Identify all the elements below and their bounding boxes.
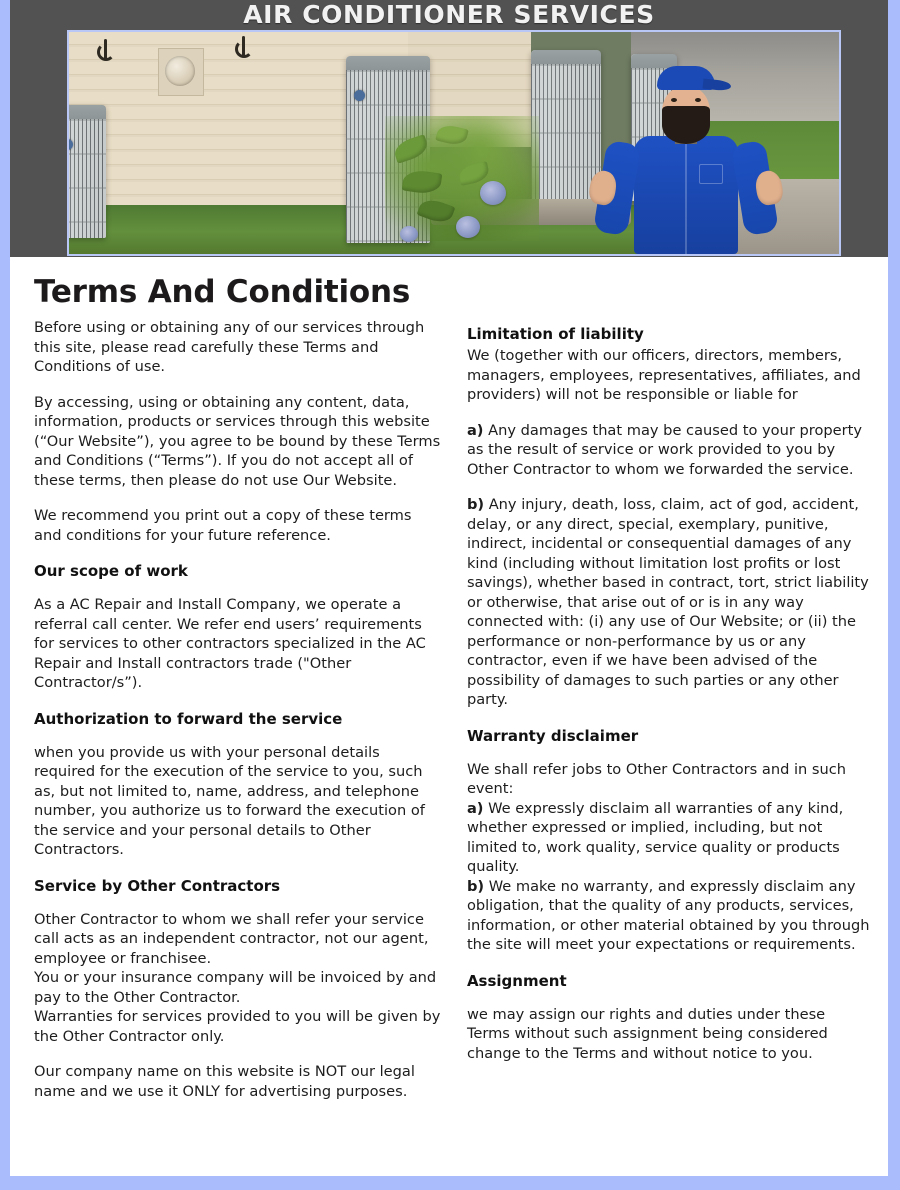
assignment-body: we may assign our rights and duties under these Terms without such assignment being considered change to the Terms and without notice to you. — [466, 1005, 828, 1062]
warranty-item-a-label: a) — [466, 799, 484, 817]
wall-vent — [158, 48, 204, 96]
warranty-item-a — [467, 799, 870, 877]
liability-item-b-text: Any injury, death, loss, claim, act of god, accident, delay, or any direct, special, exemplary, punitive, indirect, incidental or consequential damages of any kind (including without limitation lost profits or lost savings), whether based in contract, tort, strict liability or otherwise, that arise out of or is in any way connected with: (i) any use of Our Website; or (ii) the performance or non-performance by us or any contractor, even if we have been advised of the possibility of damages to such parties or any other party. — [466, 496, 869, 708]
liability-item-a-text: Any damages that may be caused to your property as the result of service or work provided to you by Other Contractor to whom we forwarded the service. — [466, 421, 862, 478]
two-column-layout — [10, 318, 888, 1117]
service-body-3: Warranties for services provided to you will be given by the Other Contractor only. — [34, 1008, 441, 1045]
intro-paragraph-2: By accessing, using or obtaining any content, data, information, products or services through this website (“Our Website”), you agree to be bound by these Terms and Conditions (“Terms”). If you do not accept all of these terms, then please do not use Our Website. — [34, 393, 441, 489]
liability-item-b-label: b) — [466, 496, 485, 513]
service-heading: Service by Other Contractors — [34, 876, 281, 895]
technician-figure — [602, 54, 770, 254]
left-column — [34, 318, 443, 1117]
technician-beard — [662, 106, 710, 144]
intro-paragraph-1: Before using or obtaining any of our services through this site, please read carefully these Terms and Conditions of use. — [34, 319, 425, 375]
scope-body: As a AC Repair and Install Company, we operate a referral call center. We refer end users’ requirements for services to other contractors specialized in the AC Repair and Install contractors trade ("Other Contractor/s”). — [34, 596, 426, 691]
uniform-pocket — [699, 164, 723, 184]
hydrangea-bloom — [456, 216, 480, 238]
warranty-item-b-text: We make no warranty, and expressly disclaim any obligation, that the quality of any products, services, information, or other material obtained by you through the site will meet your expectations or requirements. — [466, 877, 870, 953]
page-title: Terms And Conditions — [34, 274, 411, 310]
liability-heading: Limitation of liability — [466, 325, 644, 343]
assignment-heading: Assignment — [466, 971, 567, 990]
document-content — [10, 257, 888, 1117]
service-body-2: You or your insurance company will be invoiced by and pay to the Other Contractor. — [34, 969, 437, 1006]
hydrangea-bloom — [480, 181, 506, 205]
intro-paragraph-3: We recommend you print out a copy of these terms and conditions for your future reference. — [34, 507, 412, 544]
scope-heading: Our scope of work — [34, 562, 188, 580]
warranty-intro: We shall refer jobs to Other Contractors and in such event: — [466, 760, 847, 797]
liability-body: We (together with our officers, directors, members, managers, employees, representatives, affiliates, and providers) will not be responsible or liable for — [466, 347, 861, 403]
authorization-body: when you provide us with your personal details required for the execution of the service to you, such as, but not limited to, name, address, and telephone number, you authorize us to forward the execution of the service and your personal details to Other Contractors. — [34, 743, 425, 858]
wall-hook-icon — [104, 39, 107, 59]
warranty-item-a-text: We expressly disclaim all warranties of any kind, whether expressed or implied, including, but not limited to, work quality, service quality or products quality. — [466, 799, 844, 875]
ac-condenser-unit — [67, 105, 106, 238]
liability-item-a — [467, 421, 870, 480]
hero-image — [67, 30, 841, 256]
technician-uniform — [634, 136, 738, 254]
service-body-1: Other Contractor to whom we shall refer your service call acts as an independent contractor, not our agent, employee or franchisee. — [34, 910, 429, 967]
site-header-band — [10, 0, 888, 257]
liability-item-b — [467, 495, 870, 710]
hydrangea-bloom — [400, 226, 418, 242]
technician-eye — [695, 98, 701, 102]
hydrangea-shrub — [385, 116, 539, 240]
technician-eye — [671, 98, 677, 102]
site-title: AIR CONDITIONER SERVICES — [243, 0, 655, 29]
warranty-item-b — [467, 877, 870, 955]
warranty-heading: Warranty disclaimer — [466, 726, 639, 745]
hero-scene — [69, 32, 839, 254]
technician-cap — [657, 66, 715, 90]
wall-hook-icon — [242, 36, 245, 56]
legal-name-note: Our company name on this website is NOT our legal name and we use it ONLY for advertising purposes. — [34, 1063, 415, 1100]
warranty-item-b-label: b) — [466, 877, 485, 895]
authorization-heading: Authorization to forward the service — [34, 709, 343, 728]
liability-item-a-label: a) — [466, 421, 484, 439]
right-column — [467, 318, 870, 1079]
